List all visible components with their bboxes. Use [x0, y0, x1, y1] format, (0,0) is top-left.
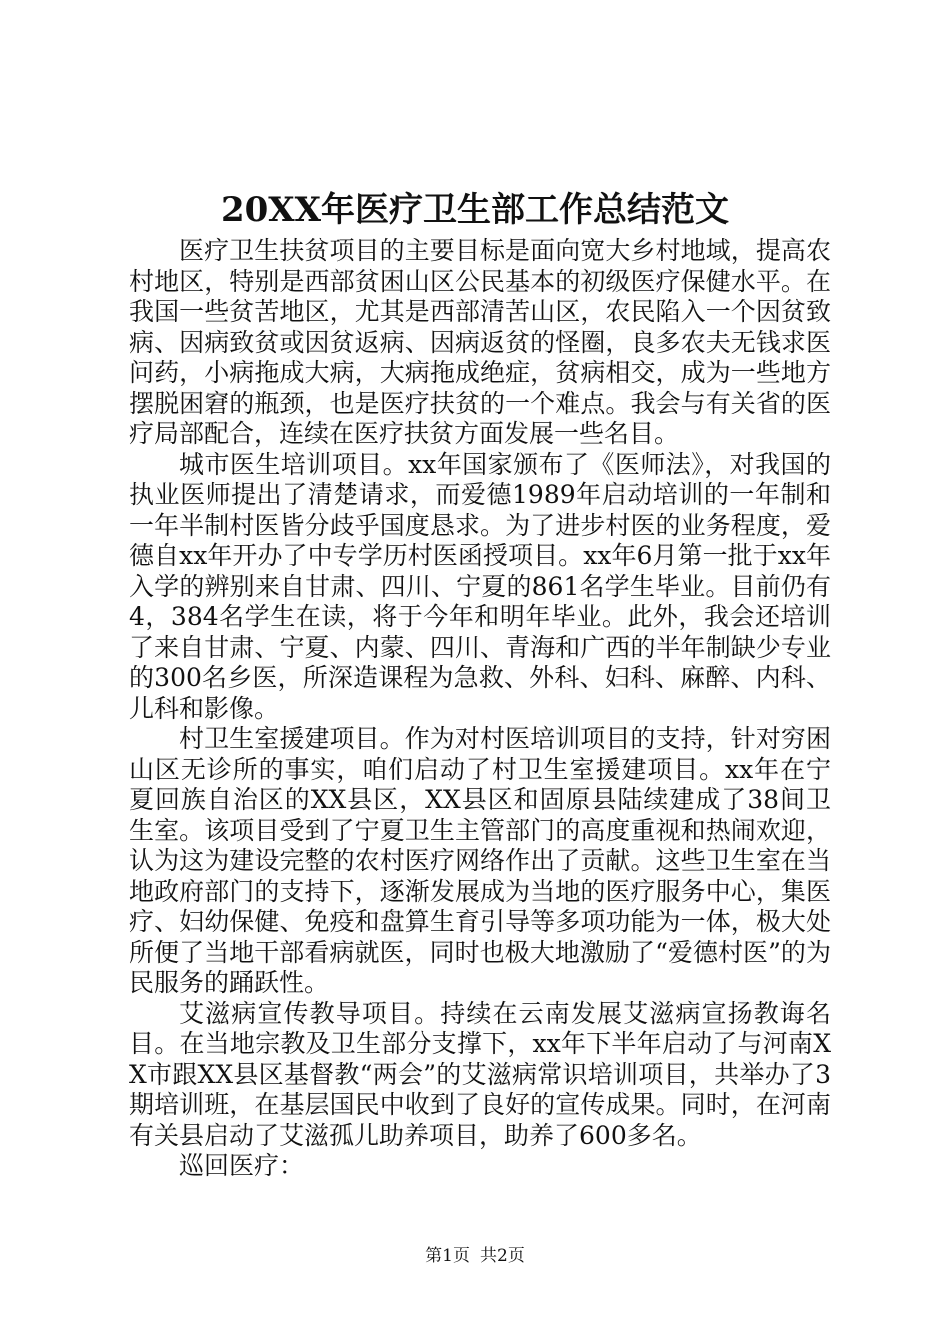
page-footer — [0, 1244, 950, 1268]
page-number-current: 第1页 — [425, 1246, 470, 1266]
paragraph-doctor-training: 城市医生培训项目。xx年国家颁布了《医师法》，对我国的执业医师提出了清楚请求，而爱德1989年启动培训的一年制和一年半制村医皆分歧乎国度恳求。为了进步村医的业务程度，爱德自xx年开办了中专学历村医函授项目。xx年6月第一批于xx年入学的辨别来自甘肃、四川、宁夏的861名学生毕业。目前仍有4，384名学生在读，将于今年和明年毕业。此外，我会还培训了来自甘肃、宁夏、内蒙、四川、青海和广西的半年制缺少专业的300名乡医，所深造课程为急救、外科、妇科、麻醉、内科、儿科和影像。 — [129, 449, 831, 723]
paragraph-aids-education: 艾滋病宣传教导项目。持续在云南发展艾滋病宣扬教诲名目。在当地宗教及卫生部分支撑下，xx年下半年启动了与河南XX市跟XX县区基督教“两会”的艾滋病常识培训项目，共举办了3期培训班，在基层国民中收到了良好的宣传成果。同时，在河南有关县启动了艾滋孤儿助养项目，助养了600多名。 — [129, 998, 831, 1150]
document-body — [129, 236, 831, 1182]
page-number-total: 共2页 — [480, 1246, 525, 1266]
paragraph-village-clinic: 村卫生室援建项目。作为对村医培训项目的支持，针对穷困山区无诊所的事实，咱们启动了村卫生室援建项目。xx年在宁夏回族自治区的XX县区，XX县区和固原县陆续建成了38间卫生室。该项目受到了宁夏卫生主管部门的高度重视和热闹欢迎，认为这为建设完整的农村医疗网络作出了贡献。这些卫生室在当地政府部门的支持下，逐渐发展成为当地的医疗服务中心，集医疗、妇幼保健、免疫和盘算生育引导等多项功能为一体，极大处所便了当地干部看病就医，同时也极大地激励了“爱德村医”的为民服务的踊跃性。 — [129, 724, 831, 997]
document-title: 20XX年医疗卫生部工作总结范文 — [220, 190, 730, 230]
paragraph-poverty-relief: 医疗卫生扶贫项目的主要目标是面向宽大乡村地域，提高农村地区，特别是西部贫困山区公民基本的初级医疗保健水平。在我国一些贫苦地区，尤其是西部清苦山区，农民陷入一个因贫致病、因病致贫或因贫返病、因病返贫的怪圈，良多农夫无钱求医问药，小病拖成大病，大病拖成绝症，贫病相交，成为一些地方摆脱困窘的瓶颈，也是医疗扶贫的一个难点。我会与有关省的医疗局部配合，连续在医疗扶贫方面发展一些名目。 — [129, 236, 831, 448]
paragraph-mobile-medical: 巡回医疗： — [179, 1151, 305, 1180]
